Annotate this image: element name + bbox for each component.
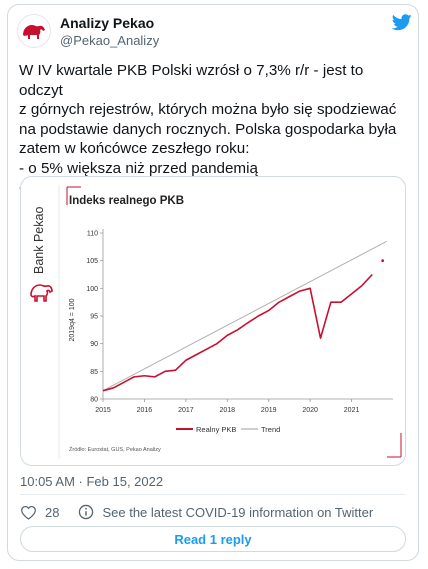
divider <box>20 494 406 495</box>
y-tick-label: 80 <box>90 396 98 404</box>
read-replies-button[interactable]: Read 1 reply <box>20 526 406 552</box>
heart-icon <box>20 505 37 520</box>
y-tick-label: 100 <box>86 285 98 293</box>
legend-label-realny: Realny PKB <box>196 425 237 434</box>
series-layer <box>103 241 387 390</box>
y-axis-label: 2019q4 = 100 <box>69 298 76 342</box>
x-tick-label: 2017 <box>178 407 194 414</box>
chart-svg <box>21 177 406 466</box>
y-tick-label: 110 <box>86 230 98 238</box>
x-tick-label: 2015 <box>95 407 111 414</box>
author-avatar[interactable] <box>17 14 51 48</box>
chart-image[interactable] <box>20 176 406 466</box>
author-handle[interactable]: @Pekao_Analizy <box>60 33 160 48</box>
pekao-bison-logo-icon <box>21 21 47 41</box>
y-tick-label: 90 <box>90 341 98 349</box>
legend <box>176 425 280 434</box>
chart-title: Indeks realnego PKB <box>69 195 185 207</box>
author-name[interactable]: Analizy Pekao <box>60 15 155 31</box>
x-tick-label: 2021 <box>343 407 360 414</box>
brand-label: Bank Pekao <box>32 206 46 274</box>
x-tick-label: 2019 <box>260 407 277 414</box>
legend-label-trend: Trend <box>261 425 281 434</box>
x-tick-label: 2020 <box>302 407 318 414</box>
like-button[interactable] <box>20 505 59 520</box>
x-tick-label: 2016 <box>136 407 153 414</box>
y-tick-label: 105 <box>86 258 98 266</box>
action-bar <box>20 503 373 521</box>
series-line-trend <box>103 241 387 390</box>
chart-source: Źródło: Eurostat, GUS, Pekao Analizy <box>69 447 161 453</box>
tweet-text: W IV kwartale PKB Polski wzrósł o 7,3% r/r - jest to odczyt z górnych rejestrów, których można było się spodziewać na podstawie danych rocznych. Polska gospodarka była zatem w końcówce zeszłego roku: - o 5% większa niż przed pandemią <box>19 62 397 177</box>
tweet-timestamp[interactable]: 10:05 AM · Feb 15, 2022 <box>20 474 164 489</box>
like-count: 28 <box>45 504 60 520</box>
info-icon <box>78 504 94 520</box>
covid-info-text: See the latest COVID-19 information on Twitter <box>102 504 374 520</box>
data-point-last <box>381 259 384 262</box>
series-line-realny-pkb <box>103 275 372 391</box>
covid-info-link[interactable] <box>78 504 373 520</box>
y-tick-label: 85 <box>90 368 98 376</box>
axes <box>86 229 393 414</box>
twitter-bird-icon[interactable] <box>392 14 412 36</box>
x-tick-label: 2018 <box>219 407 236 414</box>
y-tick-label: 95 <box>90 313 98 321</box>
